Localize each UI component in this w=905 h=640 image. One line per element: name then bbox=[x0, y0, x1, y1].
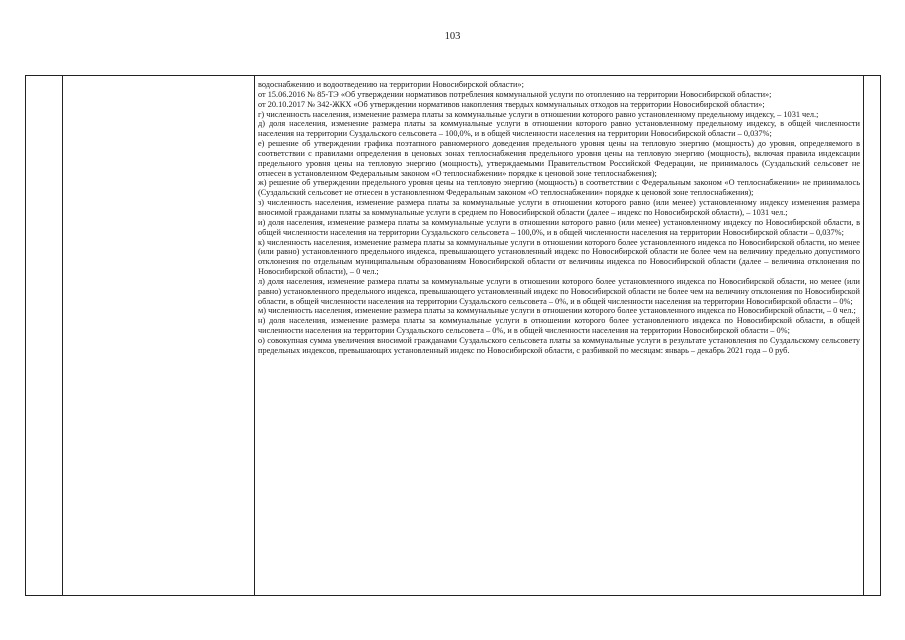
paragraph-item-n: н) доля населения, изменение размера платы за коммунальные услуги в отношении которого более установленного индекса по Новосибирской области, в общей численности населения на территории Суздальского сельсовета – 0%, и в общей численности населения на территории Новосибирской области – 0%; bbox=[258, 316, 860, 336]
paragraph-item-i: и) доля населения, изменение размера платы за коммунальные услуги в отношении которого равно (или менее) установленному индексу по Новосибирской области, в общей численности населения на территории Суздальского сельсовета – 100,0%, и в общей численности населения на территории Новосибирской области – 0,037%; bbox=[258, 217, 860, 237]
paragraph-item-z: з) численность населения, изменение размера платы за коммунальные услуги в отношении которого равно (или менее) установленному индексу изменения размера вносимой гражданами платы за коммунальные услуги в среднем по Новосибирской области (далее – индекс по Новосибирской области), – 1031 чел.; bbox=[258, 198, 860, 217]
paragraph-item-o: о) совокупная сумма увеличения вносимой гражданами Суздальского сельсовета платы за коммунальные услуги в результате установления по Суздальскому сельсовету предельных индексов, превышающих установленный индекс по Новосибирской области, с разбивкой по месяцам: январь – декабрь 2021 года – 0 руб. bbox=[258, 335, 860, 355]
column-divider-1 bbox=[62, 76, 63, 595]
paragraph-item-m: м) численность населения, изменение размера платы за коммунальные услуги в отношении которого более установленного индекса по Новосибирской области, – 0 чел.; bbox=[258, 306, 856, 316]
paragraph-order-85: от 15.06.2016 № 85-ТЭ «Об утверждении нормативов потребления коммунальной услуги по отоплению на территории Новосибирской области»; bbox=[258, 89, 772, 99]
paragraph-continuation: водоснабжению и водоотведению на территории Новосибирской области»; bbox=[258, 80, 524, 89]
column-divider-2 bbox=[254, 76, 255, 595]
paragraph-item-d: д) доля населения, изменение размера платы за коммунальные услуги в отношении которого равно установленному предельному индексу, в общей численности населения на территории Суздальского сельсовета – 100,0%, и в общей численности населения на территории Новосибирской области – 0,037%; bbox=[258, 119, 860, 139]
column-divider-3 bbox=[863, 76, 864, 595]
paragraph-item-e: е) решение об утверждении графика поэтапного равномерного доведения предельного уровня цены на тепловую энергию (мощность) до уровня, определяемого в соответствии с правилами определения в ценовых зонах теплоснабжения предельного уровня цены на тепловую энергию (мощность), включая правила индексации предельного уровня цены на тепловую энергию (мощность), утверждаемыми Правительством Российской Федерации, не принималось (Суздальский сельсовет не отнесен в установленном Федеральным законом «О теплоснабжении» порядке к ценовой зоне теплоснабжения); bbox=[258, 139, 860, 178]
content-cell bbox=[258, 80, 860, 356]
document-table bbox=[25, 75, 881, 596]
paragraph-item-zh: ж) решение об утверждении предельного уровня цены на тепловую энергию (мощность) в соответствии с Федеральным законом «О теплоснабжении» не принималось (Суздальский сельсовет не отнесен в установленном Федеральным законом «О теплоснабжении» порядке к ценовой зоне теплоснабжения); bbox=[258, 178, 860, 198]
page-number: 103 bbox=[444, 31, 461, 42]
paragraph-item-l: л) доля населения, изменение размера платы за коммунальные услуги в отношении которого более установленного индекса по Новосибирской области, но менее (или равно) установленного предельного индекса, превышающего установленный индекс по Новосибирской области не более чем на величину отклонения по Новосибирской области, в общей численности населения на территории Суздальского сельсовета – 0%, и в общей численности населения на территории Новосибирской области – 0%; bbox=[258, 276, 860, 306]
paragraph-item-g: г) численность населения, изменение размера платы за коммунальные услуги в отношении которого равно установленному предельному индексу, – 1031 чел.; bbox=[258, 109, 819, 119]
paragraph-order-342: от 20.10.2017 № 342-ЖКХ «Об утверждении нормативов накопления твердых коммунальных отходов на территории Новосибирской области»; bbox=[258, 99, 765, 109]
paragraph-item-k: к) численность населения, изменение размера платы за коммунальные услуги в отношении которого более установленного индекса по Новосибирской области, но менее (или равно) установленного предельного индекса, превышающего установленный индекс по Новосибирской области не более чем на величину предельно допустимого отклонения по отдельным муниципальным образованиям Новосибирской области от величины индекса по Новосибирской области (далее – величина отклонения по Новосибирской области), – 0 чел.; bbox=[258, 237, 860, 277]
